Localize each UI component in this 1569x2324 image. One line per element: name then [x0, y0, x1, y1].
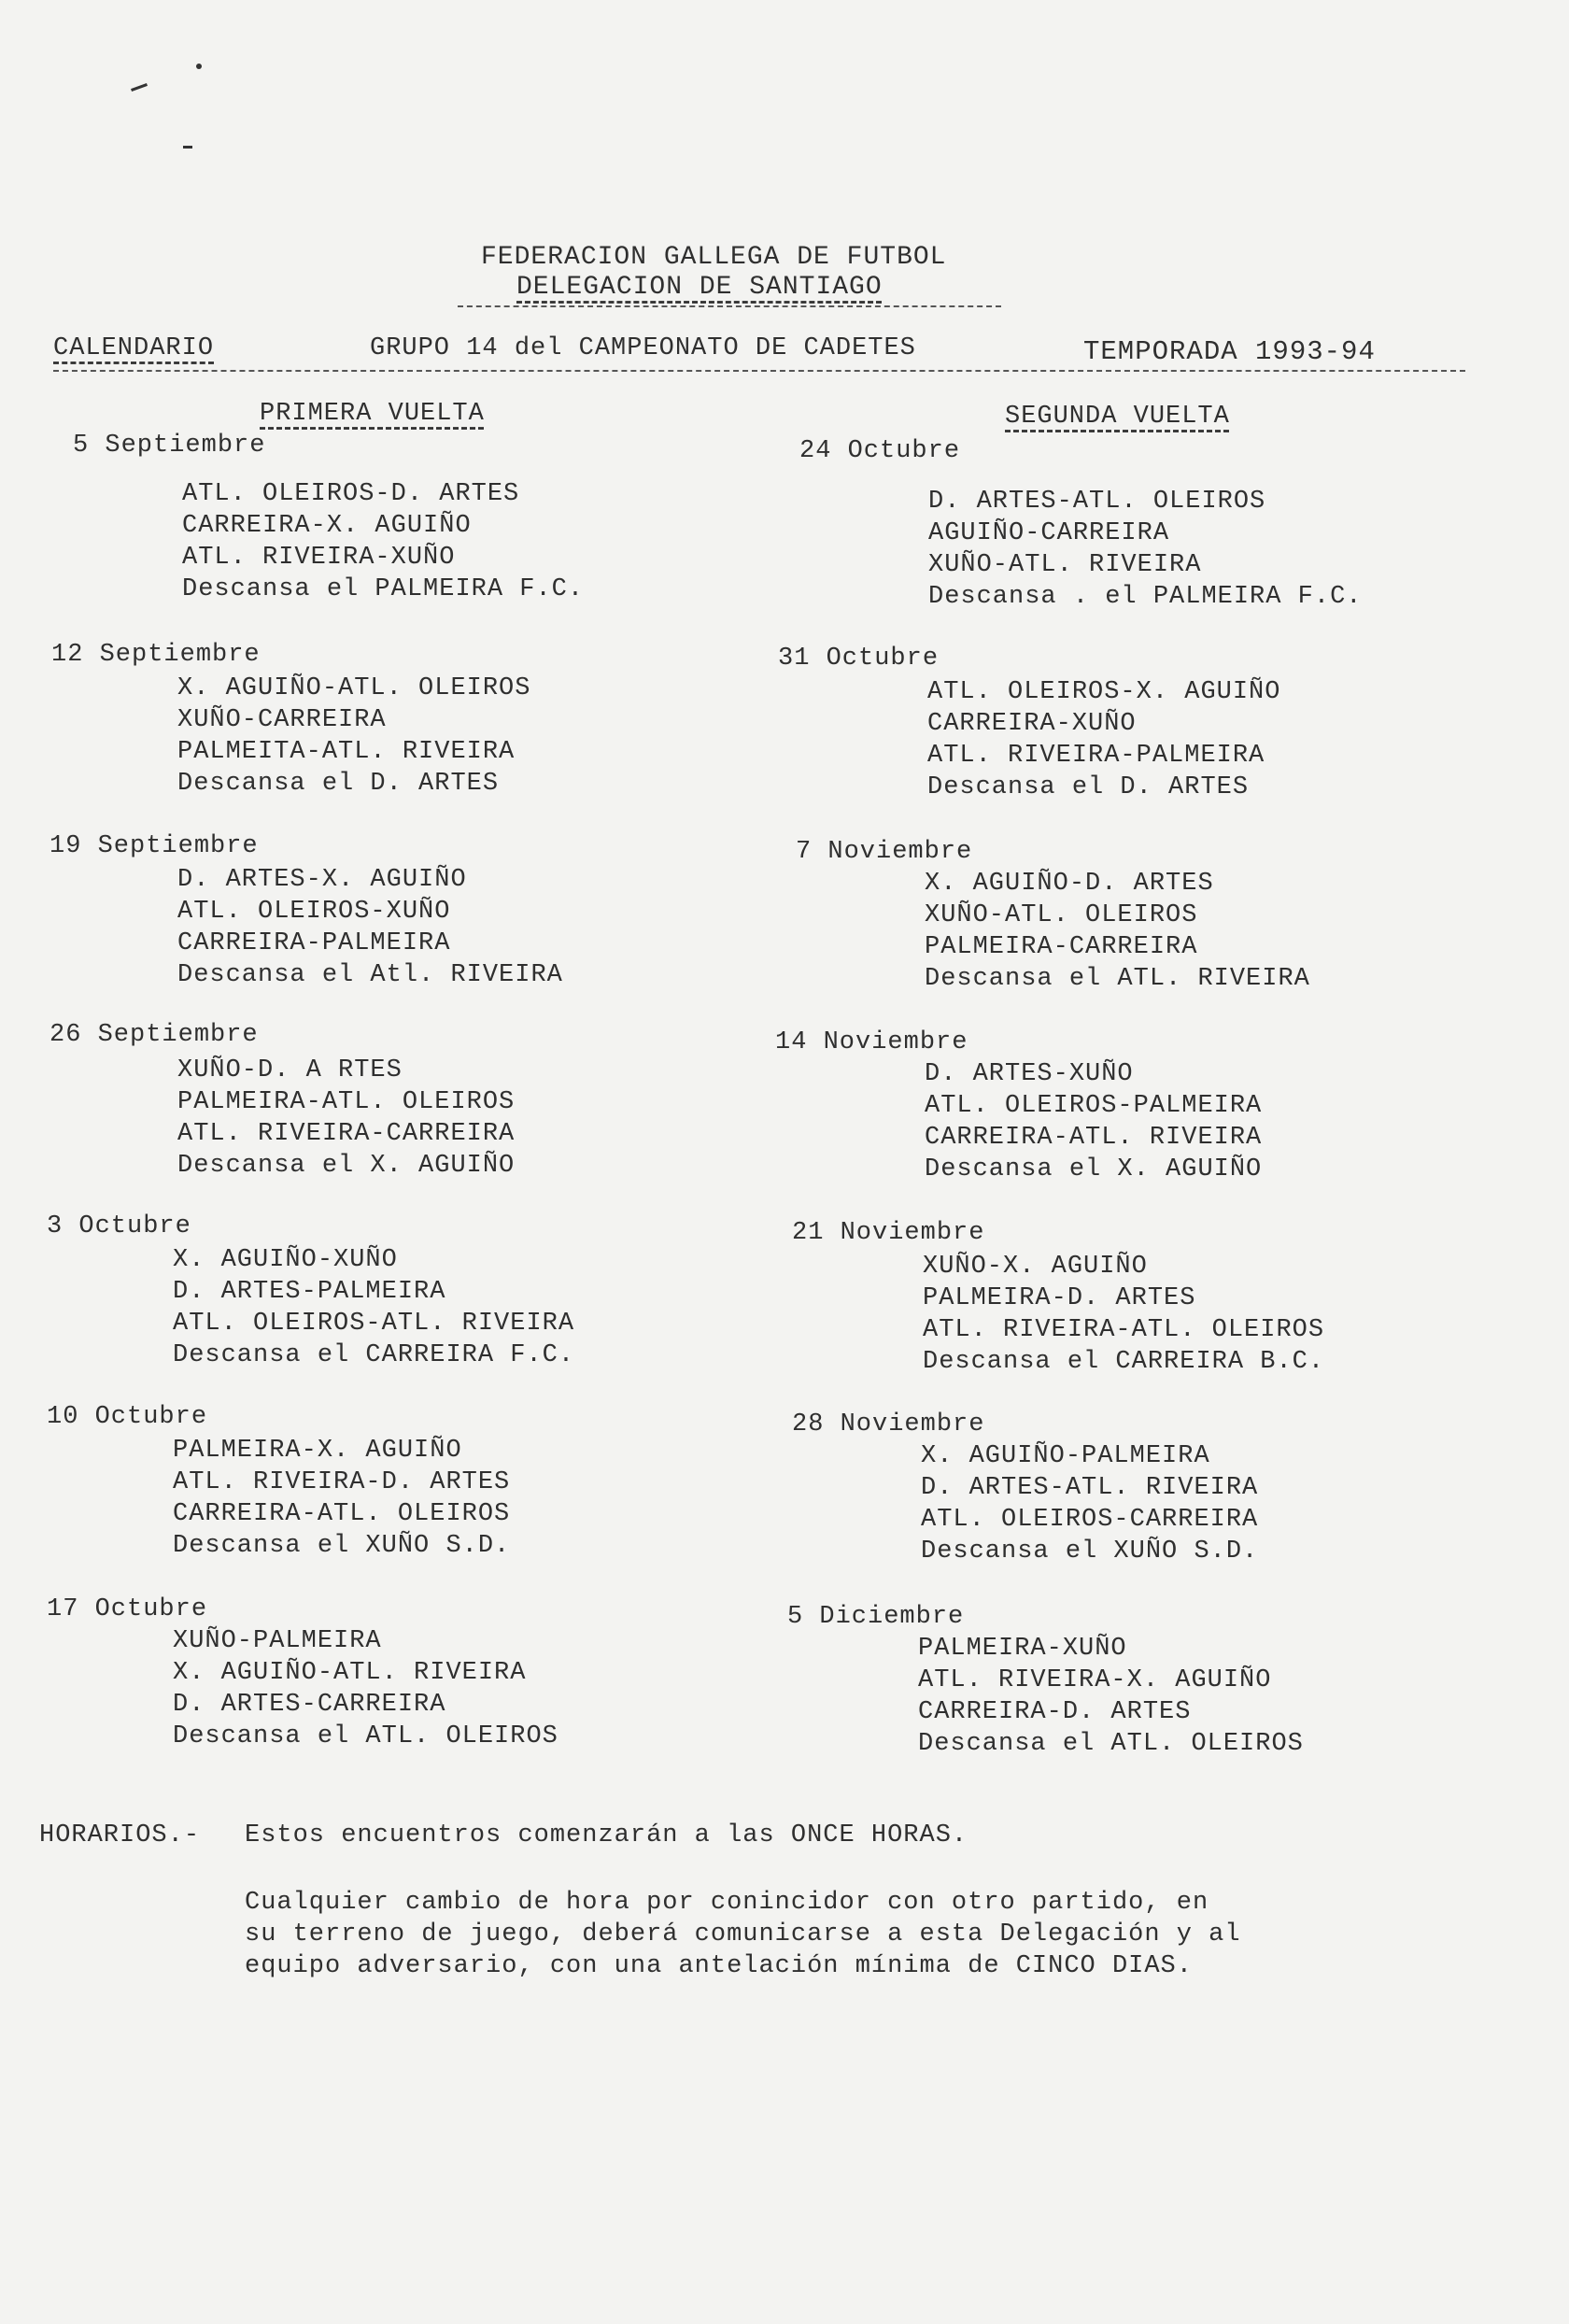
round-date: 17 Octubre — [47, 1595, 208, 1623]
match-line: X. AGUIÑO-ATL. RIVEIRA — [173, 1659, 527, 1687]
match-line: CARREIRA-XUÑO — [927, 710, 1137, 738]
match-line: ATL. RIVEIRA-CARREIRA — [177, 1120, 516, 1148]
match-line: XUÑO-D. A RTES — [177, 1056, 403, 1084]
match-line: ATL. OLEIROS-D. ARTES — [182, 480, 520, 508]
match-line: PALMEIRA-XUÑO — [918, 1635, 1127, 1663]
round-date: 28 Noviembre — [792, 1410, 985, 1438]
round-date: 31 Octubre — [778, 645, 940, 673]
match-line: D. ARTES-XUÑO — [925, 1060, 1134, 1088]
match-line: PALMEIRA-D. ARTES — [923, 1284, 1196, 1312]
rest-line: Descansa el D. ARTES — [177, 770, 500, 798]
group-title: GRUPO 14 del CAMPEONATO DE CADETES — [370, 334, 916, 362]
match-line: ATL. RIVEIRA-D. ARTES — [173, 1468, 511, 1496]
match-line: X. AGUIÑO-ATL. OLEIROS — [177, 674, 531, 702]
rest-line: Descansa el ATL. OLEIROS — [173, 1722, 558, 1750]
match-line: ATL. RIVEIRA-ATL. OLEIROS — [923, 1316, 1325, 1344]
match-line: ATL. OLEIROS-XUÑO — [177, 898, 451, 926]
round-date: 14 Noviembre — [775, 1028, 968, 1056]
round-date: 19 Septiembre — [49, 832, 259, 860]
note-line: Cualquier cambio de hora por conincidor con otro partido, en — [245, 1889, 1209, 1917]
match-line: ATL. OLEIROS-PALMEIRA — [925, 1092, 1263, 1120]
match-line: CARREIRA-X. AGUIÑO — [182, 512, 472, 540]
federation-title: FEDERACION GALLEGA DE FUTBOL — [481, 243, 947, 272]
match-line: PALMEIRA-CARREIRA — [925, 933, 1198, 961]
round-date: 10 Octubre — [47, 1403, 208, 1431]
rest-line: Descansa el CARREIRA B.C. — [923, 1348, 1325, 1376]
rest-line: Descansa el D. ARTES — [927, 773, 1250, 801]
match-line: X. AGUIÑO-D. ARTES — [925, 870, 1214, 898]
match-line: CARREIRA-D. ARTES — [918, 1698, 1192, 1726]
match-line: XUÑO-X. AGUIÑO — [923, 1253, 1148, 1281]
match-line: ATL. OLEIROS-ATL. RIVEIRA — [173, 1310, 575, 1338]
match-line: D. ARTES-CARREIRA — [173, 1691, 446, 1719]
match-line: ATL. OLEIROS-X. AGUIÑO — [927, 678, 1281, 706]
rest-line: Descansa el XUÑO S.D. — [173, 1532, 511, 1560]
round-date: 12 Septiembre — [51, 641, 261, 669]
round-date: 24 Octubre — [799, 437, 961, 465]
match-line: CARREIRA-PALMEIRA — [177, 929, 451, 957]
stray-mark — [131, 83, 148, 92]
match-line: X. AGUIÑO-XUÑO — [173, 1246, 398, 1274]
rest-line: Descansa el X. AGUIÑO — [177, 1152, 516, 1180]
round-date: 26 Septiembre — [49, 1021, 259, 1049]
match-line: CARREIRA-ATL. OLEIROS — [173, 1500, 511, 1528]
match-line: ATL. RIVEIRA-PALMEIRA — [927, 742, 1265, 770]
match-line: XUÑO-ATL. RIVEIRA — [928, 551, 1202, 579]
match-line: ATL. OLEIROS-CARREIRA — [921, 1506, 1259, 1534]
match-line: D. ARTES-ATL. RIVEIRA — [921, 1474, 1259, 1502]
title-rule — [53, 370, 1465, 372]
match-line: AGUIÑO-CARREIRA — [928, 519, 1170, 547]
stray-mark — [183, 146, 192, 149]
match-line: XUÑO-ATL. OLEIROS — [925, 901, 1198, 929]
match-line: PALMEIRA-X. AGUIÑO — [173, 1437, 462, 1465]
rest-line: Descansa el PALMEIRA F.C. — [182, 575, 585, 603]
round-date: 21 Noviembre — [792, 1219, 985, 1247]
note-line: equipo adversario, con una antelación mínima de CINCO DIAS. — [245, 1952, 1193, 1980]
match-line: D. ARTES-ATL. OLEIROS — [928, 488, 1266, 516]
horarios-text: Estos encuentros comenzarán a las ONCE HORAS. — [245, 1821, 968, 1849]
round-date: 5 Diciembre — [787, 1603, 965, 1631]
match-line: PALMEITA-ATL. RIVEIRA — [177, 738, 516, 766]
match-line: XUÑO-PALMEIRA — [173, 1627, 382, 1655]
rest-line: Descansa . el PALMEIRA F.C. — [928, 583, 1363, 611]
rest-line: Descansa el ATL. OLEIROS — [918, 1730, 1304, 1758]
match-line: X. AGUIÑO-PALMEIRA — [921, 1442, 1210, 1470]
round-date: 3 Octubre — [47, 1212, 191, 1240]
segunda-vuelta-title: SEGUNDA VUELTA — [1005, 403, 1230, 431]
calendario-label: CALENDARIO — [53, 334, 215, 362]
horarios-label: HORARIOS.- — [39, 1821, 201, 1849]
round-date: 5 Septiembre — [73, 432, 266, 460]
rest-line: Descansa el ATL. RIVEIRA — [925, 965, 1310, 993]
match-line: D. ARTES-PALMEIRA — [173, 1278, 446, 1306]
delegation-title: DELEGACION DE SANTIAGO — [516, 273, 883, 302]
match-line: D. ARTES-X. AGUIÑO — [177, 866, 467, 894]
match-line: CARREIRA-ATL. RIVEIRA — [925, 1124, 1263, 1152]
round-date: 7 Noviembre — [796, 838, 973, 866]
rest-line: Descansa el X. AGUIÑO — [925, 1155, 1263, 1183]
match-line: XUÑO-CARREIRA — [177, 706, 387, 734]
match-line: ATL. RIVEIRA-XUÑO — [182, 544, 456, 572]
primera-vuelta-title: PRIMERA VUELTA — [260, 400, 485, 428]
rest-line: Descansa el CARREIRA F.C. — [173, 1341, 575, 1369]
note-line: su terreno de juego, deberá comunicarse a esta Delegación y al — [245, 1920, 1241, 1948]
match-line: PALMEIRA-ATL. OLEIROS — [177, 1088, 516, 1116]
header-rule — [458, 305, 1001, 307]
season-label: TEMPORADA 1993-94 — [1083, 336, 1376, 367]
match-line: ATL. RIVEIRA-X. AGUIÑO — [918, 1666, 1272, 1694]
rest-line: Descansa el Atl. RIVEIRA — [177, 961, 563, 989]
rest-line: Descansa el XUÑO S.D. — [921, 1538, 1259, 1566]
stray-mark — [196, 64, 202, 69]
